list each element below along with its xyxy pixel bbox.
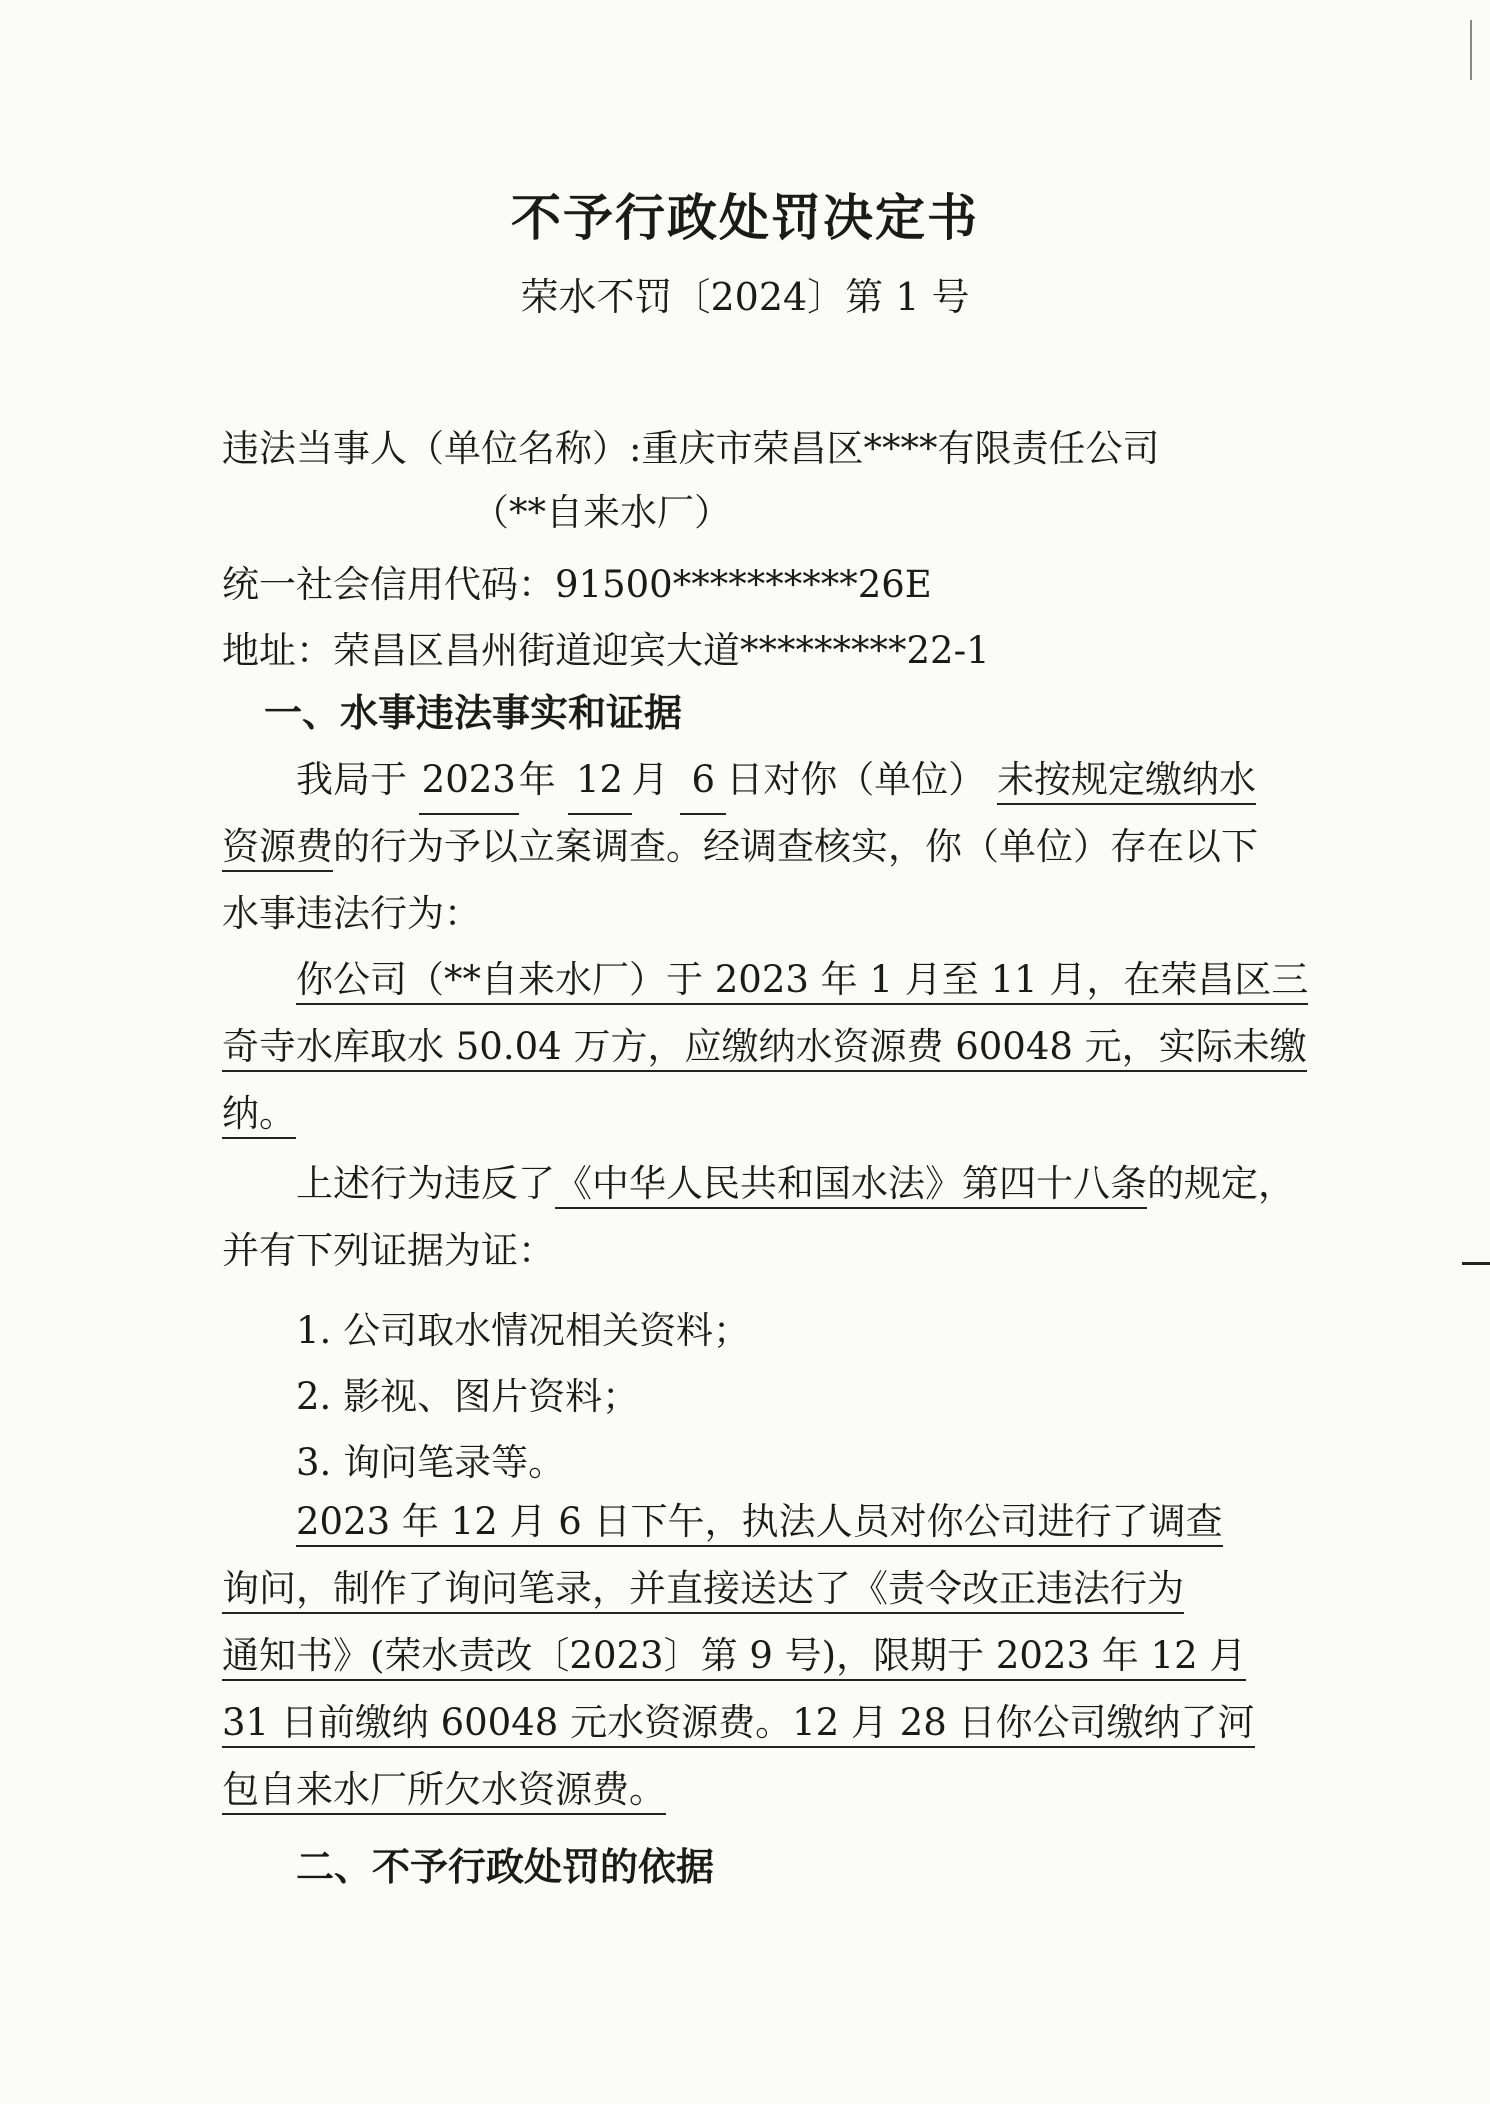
facts-paragraph bbox=[222, 946, 1309, 1147]
day-unit: 日对你（单位） bbox=[726, 758, 986, 801]
facts-line-3 bbox=[222, 1080, 1252, 1147]
violation-prefix: 上述行为违反了 bbox=[296, 1162, 555, 1205]
case-prefix: 我局于 bbox=[296, 758, 407, 801]
case-paragraph bbox=[222, 746, 1258, 947]
case-type-a: 未按规定缴纳水 bbox=[997, 758, 1256, 805]
document-number: 荣水不罚〔2024〕第 1 号 bbox=[520, 275, 970, 319]
violation-line-1 bbox=[222, 1150, 1295, 1217]
violation-paragraph bbox=[222, 1150, 1295, 1284]
followup-paragraph bbox=[222, 1488, 1255, 1823]
case-line-3: 水事违法行为： bbox=[222, 892, 481, 935]
year-unit: 年 bbox=[518, 758, 556, 801]
case-year: 2023 bbox=[419, 746, 519, 815]
party-alias: （**自来水厂） bbox=[472, 491, 731, 534]
followup-line-5 bbox=[222, 1756, 1252, 1823]
address: 荣昌区昌州街道迎宾大道*********22-1 bbox=[333, 629, 990, 672]
facts-line-2 bbox=[222, 1013, 1307, 1080]
document-title: 不予行政处罚决定书 bbox=[511, 189, 979, 247]
case-month: 12 bbox=[568, 746, 632, 815]
case-day: 6 bbox=[680, 746, 726, 815]
facts-text-1: 你公司（**自来水厂）于 2023 年 1 月至 11 月，在荣昌区三 bbox=[296, 958, 1308, 1005]
credit-code: 91500**********26E bbox=[555, 563, 932, 606]
month-unit: 月 bbox=[631, 758, 669, 801]
party-label: 违法当事人（单位名称）: bbox=[222, 427, 642, 470]
case-line-2 bbox=[222, 813, 1258, 880]
case-line-2-text: 的行为予以立案调查。经调查核实，你（单位）存在以下 bbox=[333, 825, 1258, 868]
credit-code-line bbox=[222, 554, 932, 608]
evidence-item: 1. 公司取水情况相关资料； bbox=[296, 1309, 751, 1352]
followup-text-3: 通知书》(荣水责改〔2023〕第 9 号)，限期于 2023 年 12 月 bbox=[222, 1634, 1246, 1681]
address-line bbox=[222, 620, 990, 674]
followup-text-4: 31 日前缴纳 60048 元水资源费。12 月 28 日你公司缴纳了河 bbox=[222, 1701, 1255, 1748]
case-type-b: 资源费 bbox=[222, 825, 333, 872]
party-name: 重庆市荣昌区****有限责任公司 bbox=[641, 427, 1160, 470]
case-line-1 bbox=[222, 746, 1257, 813]
violated-law: 《中华人民共和国水法》第四十八条 bbox=[555, 1162, 1147, 1209]
scan-mark bbox=[1462, 1262, 1490, 1265]
evidence-item: 2. 影视、图片资料； bbox=[296, 1375, 640, 1418]
violation-line-2: 并有下列证据为证： bbox=[222, 1229, 555, 1272]
facts-line-1 bbox=[222, 946, 1309, 1013]
evidence-item: 3. 询问笔录等。 bbox=[296, 1441, 566, 1484]
party-line bbox=[222, 418, 1159, 472]
followup-text-2: 询问，制作了询问笔录，并直接送达了《责令改正违法行为 bbox=[222, 1567, 1184, 1614]
section1-heading: 一、水事违法事实和证据 bbox=[264, 691, 683, 735]
violation-suffix: 的规定， bbox=[1147, 1162, 1295, 1205]
scan-mark bbox=[1470, 20, 1472, 80]
followup-text-5: 包自来水厂所欠水资源费。 bbox=[222, 1768, 666, 1815]
section2-heading: 二、不予行政处罚的依据 bbox=[296, 1845, 715, 1889]
followup-line-1 bbox=[222, 1488, 1252, 1555]
followup-text-1: 2023 年 12 月 6 日下午，执法人员对你公司进行了调查 bbox=[296, 1500, 1223, 1547]
followup-line-4 bbox=[222, 1689, 1255, 1756]
followup-line-2 bbox=[222, 1555, 1252, 1622]
facts-text-2: 奇寺水库取水 50.04 万方，应缴纳水资源费 60048 元，实际未缴 bbox=[222, 1025, 1307, 1072]
followup-line-3 bbox=[222, 1622, 1252, 1689]
credit-code-label: 统一社会信用代码： bbox=[222, 563, 555, 606]
facts-text-3: 纳。 bbox=[222, 1092, 296, 1139]
address-label: 地址： bbox=[222, 629, 333, 672]
